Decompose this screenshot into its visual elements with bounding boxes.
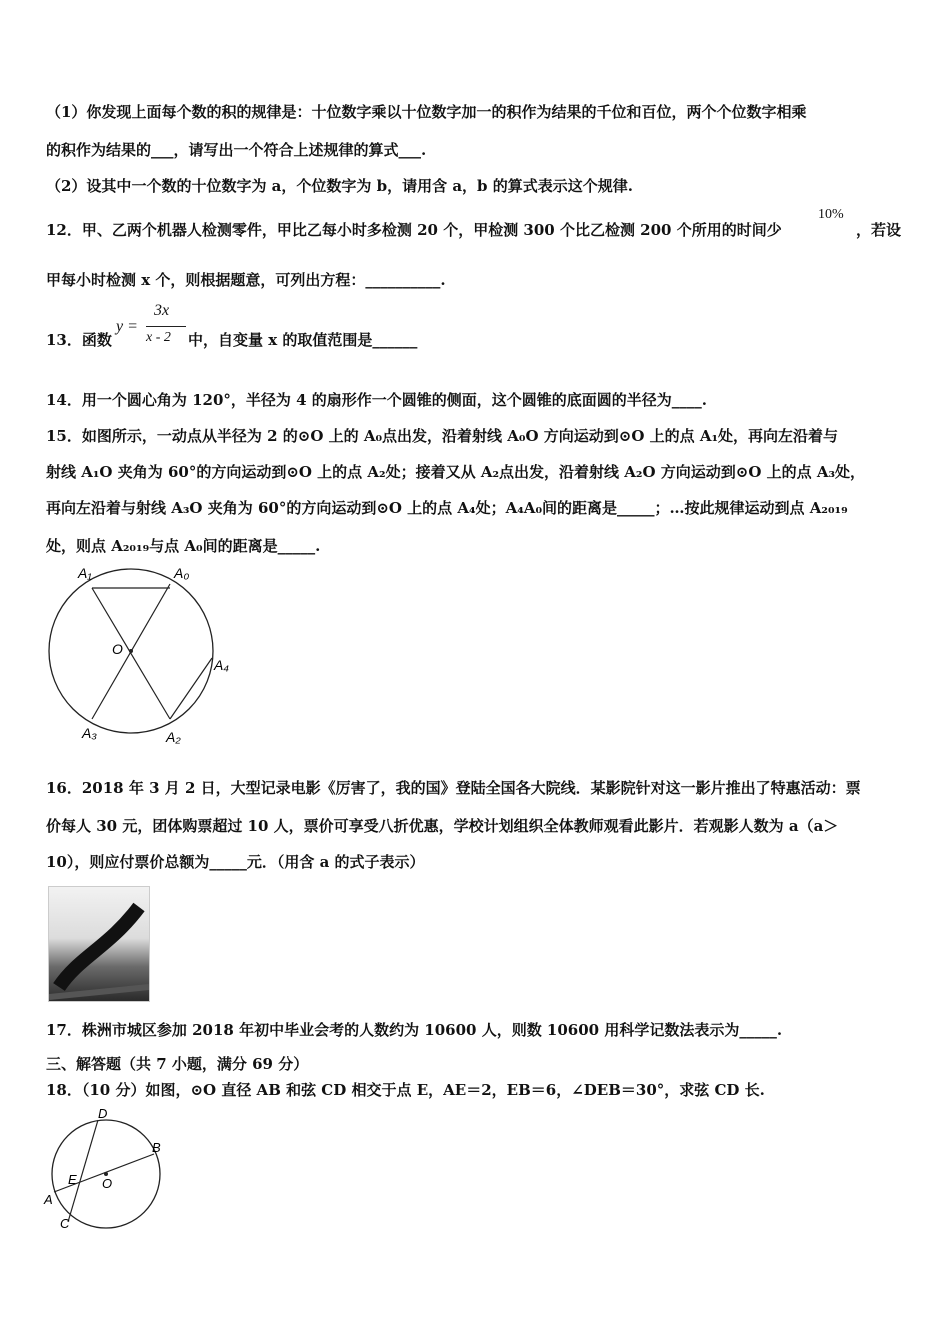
label-a2: A₂ <box>166 729 181 745</box>
section-heading-answers: 三、解答题（共 7 小题，满分 69 分） <box>46 1055 309 1073</box>
question-16-line-2: 价每人 30 元，团体购票超过 10 人，票价可享受八折优惠，学校计划组织全体教师观看此影片．若观影人数为 a（a＞ <box>46 817 839 835</box>
fraction-bar <box>146 326 186 327</box>
formula-denominator: x - 2 <box>146 330 171 345</box>
text-line-3: （2）设其中一个数的十位数字为 a，个位数字为 b，请用含 a，b 的算式表示这个规律. <box>46 177 633 195</box>
label-c: C <box>60 1216 70 1231</box>
question-15-line-2: 射线 A₁O 夹角为 60°的方向运动到⊙O 上的点 A₂处；接着又从 A₂点出发，沿着射线 A₂O 方向运动到⊙O 上的点 A₃处， <box>46 463 866 481</box>
question-14: 14．用一个圆心角为 120°，半径为 4 的扇形作一个圆锥的侧面，这个圆锥的底面圆的半径为____. <box>46 391 708 409</box>
question-18: 18．（10 分）如图，⊙O 直径 AB 和弦 CD 相交于点 E，AE＝2，EB＝6，∠DEB＝30°，求弦 CD 长. <box>46 1081 765 1099</box>
question-16-line-1: 16．2018 年 3 月 2 日，大型记录电影《厉害了，我的国》登陆全国各大院线．某影院针对这一影片推出了特惠活动：票 <box>46 779 861 797</box>
label-a0: A₀ <box>174 565 190 581</box>
label-a1: A₁ <box>78 565 92 581</box>
center-point <box>129 649 133 653</box>
label-a4: A₄ <box>214 657 229 673</box>
question-12-line-1: 12．甲、乙两个机器人检测零件，甲比乙每小时多检测 20 个，甲检测 300 个比乙检测 200 个所用的时间少 <box>46 221 782 239</box>
segment-a4-a0 <box>170 658 212 719</box>
label-a: A <box>44 1192 53 1207</box>
label-b: B <box>152 1140 161 1155</box>
text-line-1: （1）你发现上面每个数的积的规律是：十位数字乘以十位数字加一的积作为结果的千位和百位，两个个位数字相乘 <box>46 103 807 121</box>
chord-cd <box>68 1120 98 1222</box>
label-a3: A₃ <box>82 725 97 741</box>
question-13-prefix: 13．函数 <box>46 331 112 349</box>
formula-lhs: y = <box>116 318 138 335</box>
movie-poster-image <box>48 886 150 1002</box>
question-13-suffix: 中，自变量 x 的取值范围是______ <box>188 331 418 349</box>
question-15-line-3: 再向左沿着与射线 A₃O 夹角为 60°的方向运动到⊙O 上的点 A₄处；A₄A₀间的距离是_____；…按此规律运动到点 A₂₀₁₉ <box>46 499 848 517</box>
formula-numerator: 3x <box>154 302 170 319</box>
question-16-line-3: 10），则应付票价总额为_____元．（用含 a 的式子表示） <box>46 853 425 871</box>
question-12-line-2: 甲每小时检测 x 个，则根据题意，可列出方程：__________. <box>46 271 446 289</box>
label-e: E <box>68 1172 77 1187</box>
label-o: O <box>112 641 123 657</box>
question-17: 17．株洲市城区参加 2018 年初中毕业会考的人数约为 10600 人，则数 10600 用科学记数法表示为_____. <box>46 1021 783 1039</box>
question-12-line-end: ，若设 <box>856 221 902 239</box>
question-15-line-4: 处，则点 A₂₀₁₉与点 A₀间的距离是_____. <box>46 537 321 555</box>
label-d: D <box>98 1106 108 1121</box>
percent-label: 10% <box>818 207 844 222</box>
question-15-line-1: 15．如图所示，一动点从半径为 2 的⊙O 上的 A₀点出发，沿着射线 A₀O 方向运动到⊙O 上的点 A₁处，再向左沿着与 <box>46 427 839 445</box>
text-line-2: 的积作为结果的___，请写出一个符合上述规律的算式___. <box>46 141 427 159</box>
circle-path-figure <box>46 558 246 758</box>
label-o: O <box>102 1176 113 1191</box>
circle-chord-figure <box>42 1104 172 1234</box>
